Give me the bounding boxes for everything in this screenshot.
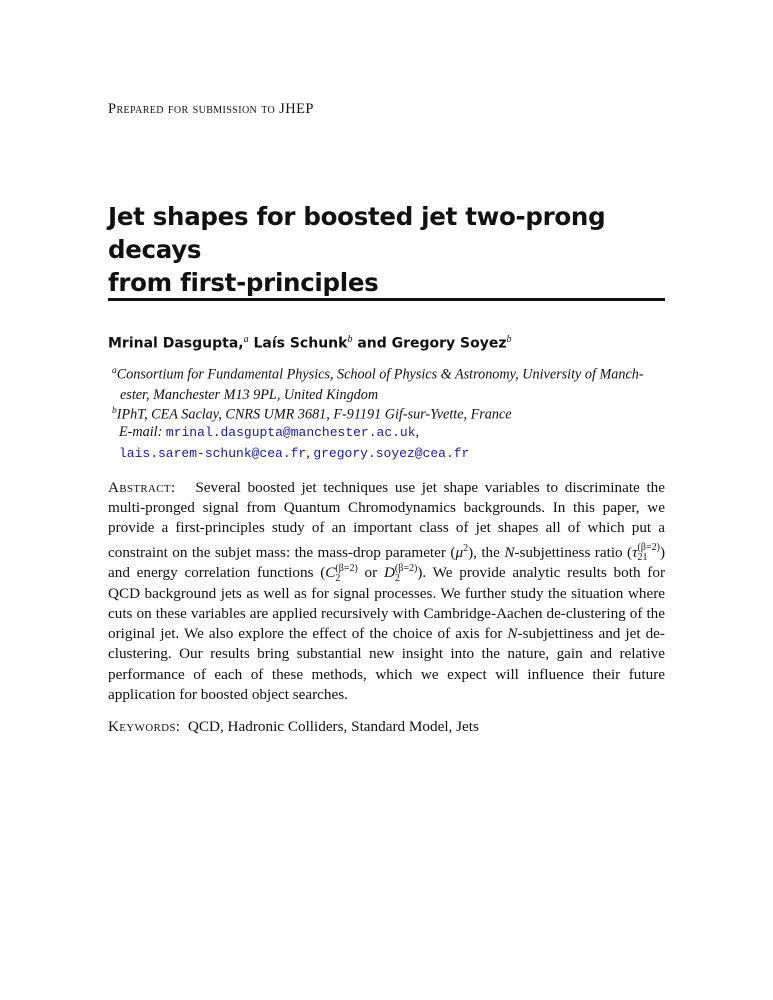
title-line-2: from first-principles <box>108 268 379 297</box>
abstract-label: Abstract: <box>108 479 176 496</box>
affiliation-b-line: IPhT, CEA Saclay, CNRS UMR 3681, F-91191 Gif-sur-Yvette, France <box>116 406 512 423</box>
affiliation-a-mark: a <box>112 366 117 376</box>
affiliation-a-line-1: Consortium for Fundamental Physics, School of Physics & Astronomy, University of Manch- <box>116 366 644 383</box>
author-1-affil: a <box>243 334 249 345</box>
author-list <box>108 334 512 352</box>
abstract <box>108 478 665 705</box>
abstract-text-7: -subjettiness and jet de-clustering. Our results bring substantial new insight into the nature, gain and relative performance of each of these methods, which we expect will influence their future application for boosted object searches. <box>108 625 665 703</box>
paper-title <box>108 200 688 299</box>
author-conjunction: and <box>357 335 387 352</box>
c-indices <box>335 564 357 584</box>
d-indices <box>395 564 417 584</box>
n-symbol: N <box>504 543 515 561</box>
email-link-dasgupta[interactable]: mrinal.dasgupta@manchester.ac.uk <box>165 425 416 440</box>
title-line-1: Jet shapes for boosted jet two-prong decays <box>108 202 606 264</box>
c-subscript: 2 <box>335 572 341 584</box>
tau-subscript: 21 <box>637 552 648 564</box>
d-superscript: (β=2) <box>394 562 418 574</box>
keywords-text: QCD, Hadronic Colliders, Standard Model, Jets <box>187 718 479 735</box>
tau-indices <box>638 543 660 563</box>
abstract-text-6: ). We provide analytic results both for QCD background jets as well as for signal processes. We further study the situation where cuts on these variables are applied recursively with Cambridge-Aachen de-clustering of the original jet. We also explore the effect of the choice of axis for <box>108 564 665 643</box>
c-symbol: C <box>325 564 336 582</box>
email-label: E-mail: <box>119 424 163 440</box>
email-link-schunk[interactable]: lais.sarem-schunk@cea.fr <box>119 446 307 461</box>
author-2: Laís Schunk <box>253 335 348 352</box>
author-3: Gregory Soyez <box>391 335 507 352</box>
keywords <box>108 718 479 736</box>
abstract-text-3: -subjettiness ratio ( <box>514 543 633 561</box>
abstract-text-5: or <box>357 564 384 582</box>
tau-superscript: (β=2) <box>637 542 660 554</box>
author-3-affil: b <box>506 334 512 345</box>
n-symbol-2: N <box>507 625 518 643</box>
abstract-text-2: ), the <box>468 543 505 561</box>
title-rule <box>108 298 665 301</box>
tau-symbol: τ <box>632 543 638 561</box>
affiliation-a-line-2: ester, Manchester M13 9PL, United Kingdom <box>120 386 379 403</box>
abstract-text-1: Several boosted jet techniques use jet shape variables to discriminate the multi-pronged signal from Quantum Chromodynamics backgrounds. In this paper, we provide a first-principles study of an important class of jet shapes all of which put a constraint on the subjet mass: the mass-drop parameter ( <box>108 479 665 561</box>
author-2-affil: b <box>347 334 353 345</box>
d-subscript: 2 <box>394 572 400 584</box>
submission-note: Prepared for submission to JHEP <box>108 101 314 117</box>
keywords-label: Keywords: <box>108 718 181 735</box>
author-1: Mrinal Dasgupta, <box>108 335 244 352</box>
affiliation-a <box>112 361 668 405</box>
mu-exponent: 2 <box>463 542 469 554</box>
abstract-text-4: ) and energy correlation functions ( <box>108 543 665 582</box>
d-symbol: D <box>383 564 395 582</box>
email-link-soyez[interactable]: gregory.soyez@cea.fr <box>313 446 470 461</box>
c-superscript: (β=2) <box>335 562 358 574</box>
mu-symbol: μ <box>455 543 464 561</box>
email-block: E-mail: mrinal.dasgupta@manchester.ac.uk, lais.sarem-schunk@cea.fr, gregory.soyez@cea.fr <box>119 424 470 461</box>
affiliation-b-mark: b <box>112 406 117 416</box>
